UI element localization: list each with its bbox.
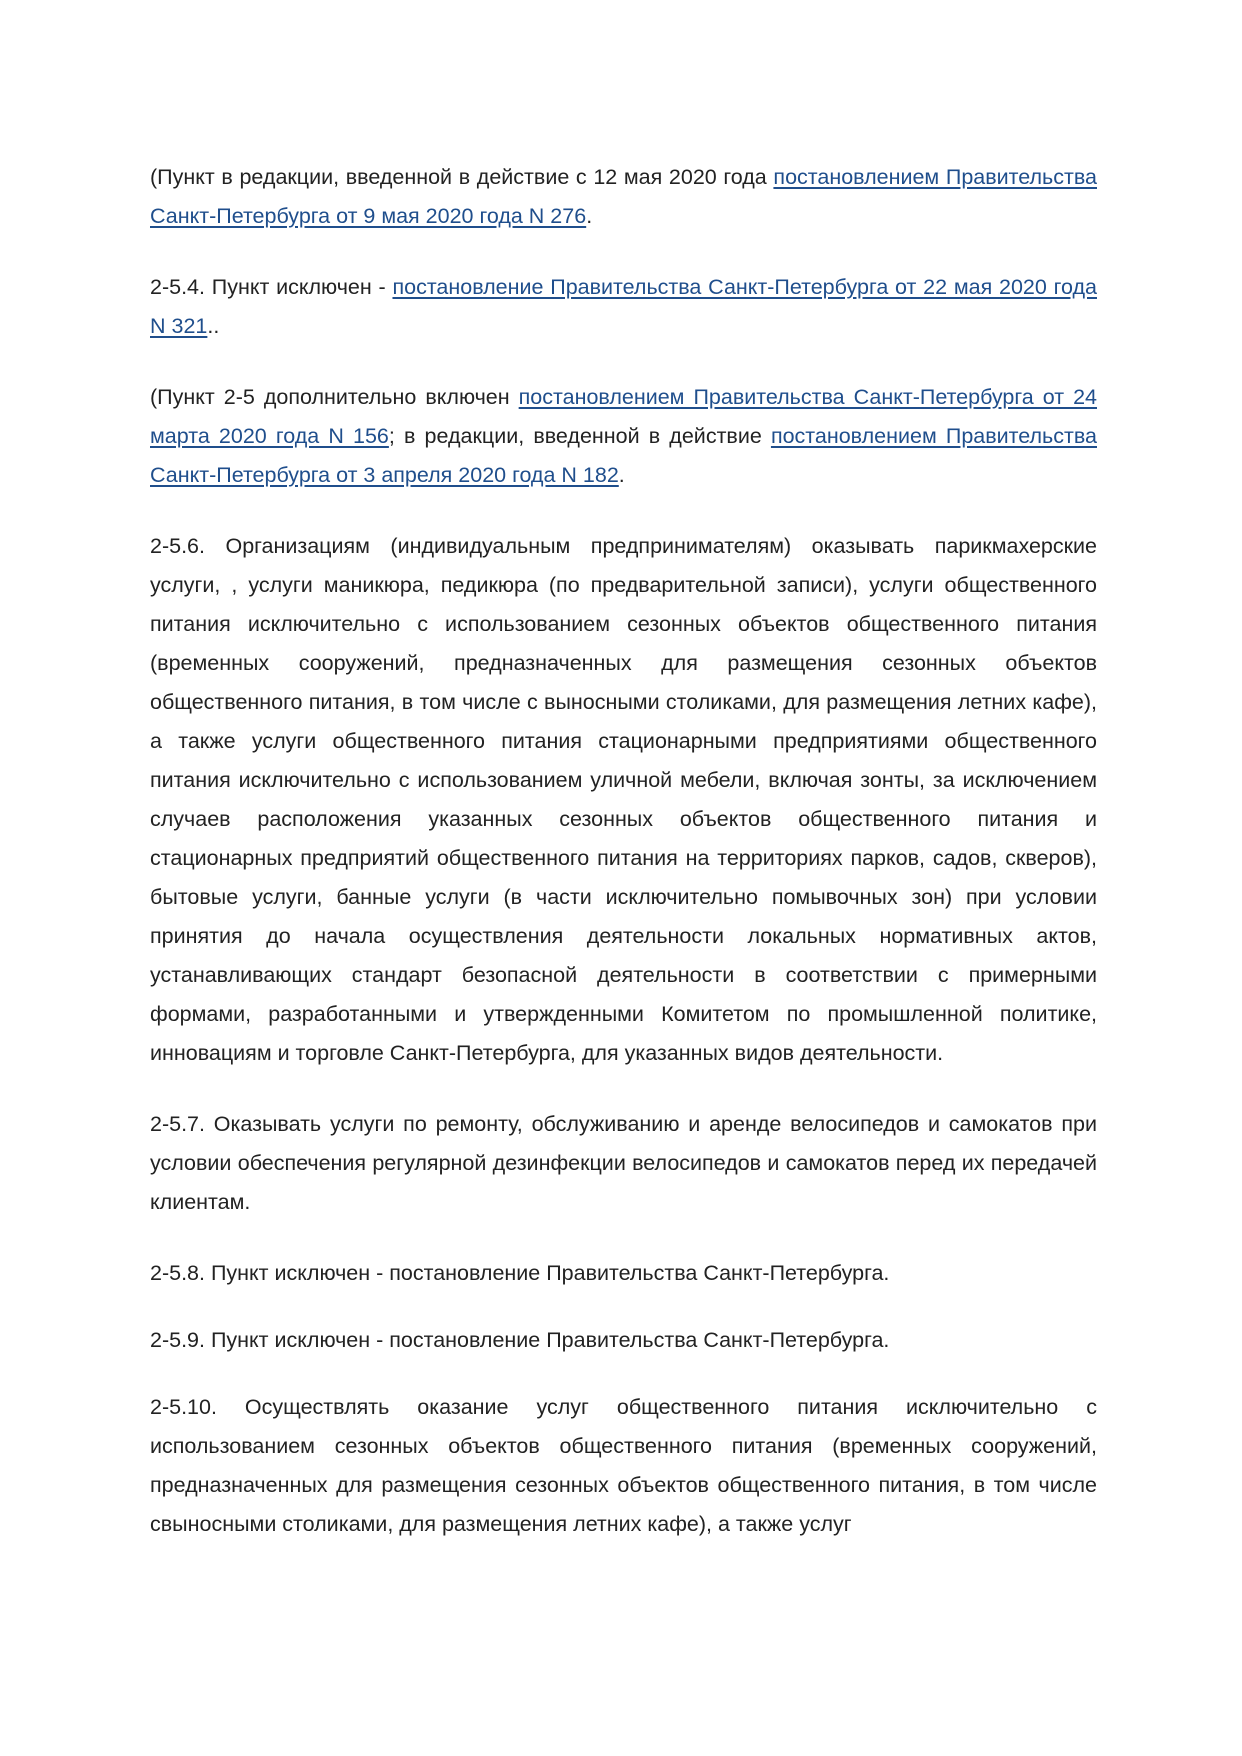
paragraph-text: . — [618, 463, 625, 487]
link-resolution-276[interactable]: постановлением Правительства Санкт-Петербурга от 9 мая 2020 года N 276 — [150, 165, 1097, 228]
paragraph-text: .. — [207, 314, 220, 338]
document-page — [150, 158, 1097, 1576]
paragraph-2-5-7: 2-5.7. Оказывать услуги по ремонту, обслуживанию и аренде велосипедов и самокатов при условии обеспечения регулярной дезинфекции велосипедов и самокатов перед их передачей клиентам. — [150, 1112, 1097, 1214]
paragraph-2-5-6: 2-5.6. Организациям (индивидуальным предпринимателям) оказывать парикмахерские услуги, , услуги маникюра, педикюра (по предварительной записи), услуги общественного питания исключительно с использованием сезонных объектов общественного питания (временных сооружений, предназначенных для размещения сезонных объектов общественного питания, в том числе с выносными столиками, для размещения летних кафе), а также услуги общественного питания стационарными предприятиями общественного питания исключительно с использованием уличной мебели, включая зонты, за исключением случаев расположения указанных сезонных объектов общественного питания и стационарных предприятий общественного питания на территориях парков, садов, скверов), бытовые услуги, банные услуги (в части исключительно помывочных зон) при условии принятия до начала осуществления деятельности локальных нормативных актов, устанавливающих стандарт безопасной деятельности в соответствии с примерными формами, разработанными и утвержденными Комитетом по промышленной политике, инновациям и торговле Санкт-Петербурга, для указанных видов деятельности. — [150, 534, 1097, 1065]
paragraph-2-5-8: 2-5.8. Пункт исключен - постановление Правительства Санкт-Петербурга. — [150, 1261, 890, 1285]
paragraph-text: . — [586, 204, 593, 228]
paragraph-inclusion-note — [150, 378, 1097, 495]
paragraph-text: (Пункт 2-5 дополнительно включен — [150, 385, 519, 409]
paragraph-text: (Пункт в редакции, введенной в действие с 12 мая 2020 года — [150, 165, 774, 189]
link-resolution-182[interactable]: постановлением Правительства Санкт-Петербурга от 3 апреля 2020 года N 182 — [150, 424, 1097, 487]
paragraph-2-5-10: 2-5.10. Осуществлять оказание услуг общественного питания исключительно с использованием сезонных объектов общественного питания (временных сооружений, предназначенных для размещения сезонных объектов общественного питания, в том числе свыносными столиками, для размещения летних кафе), а также услуг — [150, 1395, 1097, 1536]
paragraph-text: 2-5.4. Пункт исключен - — [150, 275, 393, 299]
paragraph-text: ; в редакции, введенной в действие — [388, 424, 771, 448]
link-resolution-321[interactable]: постановление Правительства Санкт-Петербурга от 22 мая 2020 года N 321 — [150, 275, 1097, 338]
paragraph-2-5-4 — [150, 268, 1097, 346]
paragraph-edition-note-276 — [150, 158, 1097, 236]
link-resolution-156[interactable]: постановлением Правительства Санкт-Петербурга от 24 марта 2020 года N 156 — [150, 385, 1097, 448]
paragraph-2-5-9: 2-5.9. Пункт исключен - постановление Правительства Санкт-Петербурга. — [150, 1328, 890, 1352]
